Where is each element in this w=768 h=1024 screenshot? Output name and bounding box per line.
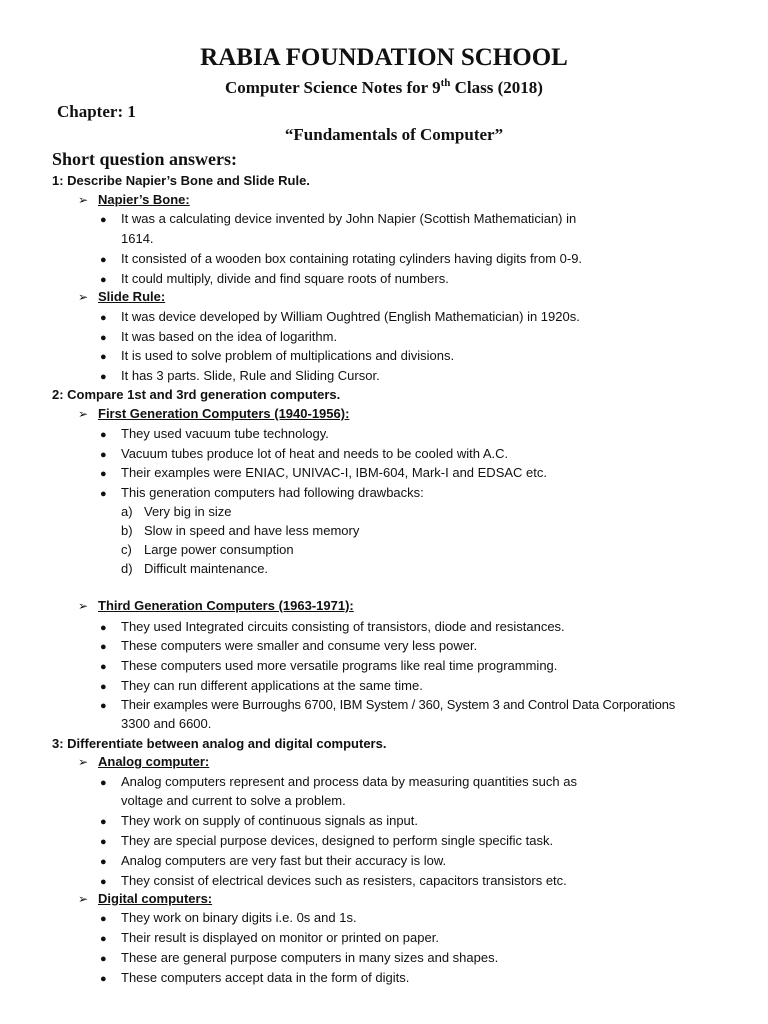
bullet-icon: ● <box>100 856 107 868</box>
bullet-icon: ● <box>100 449 107 461</box>
subheading-third-generation: ➢ Third Generation Computers (1963-1971): <box>78 598 354 613</box>
arrow-icon: ➢ <box>78 290 89 304</box>
subheading-analog: ➢ Analog computer: <box>78 754 210 769</box>
subheading-digital: ➢ Digital computers: <box>78 891 213 906</box>
bullet-icon: ● <box>100 429 107 441</box>
bullet-icon: ● <box>100 641 107 653</box>
bullet-icon: ● <box>100 933 107 945</box>
arrow-icon: ➢ <box>78 599 89 613</box>
bullet-item: ● These computers were smaller and consume very less power. <box>100 638 478 653</box>
bullet-item: ● It has 3 parts. Slide, Rule and Sliding Cursor. <box>100 368 380 383</box>
bullet-item: ● They can run different applications at the same time. <box>100 678 423 693</box>
list-item: a) Very big in size <box>121 504 232 519</box>
bullet-item: ● It is used to solve problem of multiplications and divisions. <box>100 348 455 363</box>
list-item: d) Difficult maintenance. <box>121 561 269 576</box>
bullet-item: ● Analog computers are very fast but their accuracy is low. <box>100 853 447 868</box>
bullet-item: ● They used vacuum tube technology. <box>100 426 329 441</box>
bullet-icon: ● <box>100 836 107 848</box>
bullet-icon: ● <box>100 622 107 634</box>
bullet-icon: ● <box>100 274 107 286</box>
chapter-title: “Fundamentals of Computer” <box>284 125 504 144</box>
bullet-icon: ● <box>100 661 107 673</box>
bullet-continuation: 1614. <box>121 231 154 246</box>
bullet-continuation: 3300 and 6600. <box>121 716 212 731</box>
bullet-item: ● It was device developed by William Oughtred (English Mathematician) in 1920s. <box>100 309 580 324</box>
bullet-icon: ● <box>100 488 107 500</box>
question-2: 2: Compare 1st and 3rd generation computers. <box>52 387 341 402</box>
bullet-item: ● They work on binary digits i.e. 0s and 1s. <box>100 910 357 925</box>
bullet-icon: ● <box>100 351 107 363</box>
school-name: RABIA FOUNDATION SCHOOL <box>200 44 568 71</box>
bullet-item: ● These computers used more versatile programs like real time programming. <box>100 658 558 673</box>
bullet-item: ● These computers accept data in the form of digits. <box>100 970 410 985</box>
bullet-icon: ● <box>100 214 107 226</box>
bullet-item: ● Their examples were Burroughs 6700, IBM System / 360, System 3 and Control Data Corporations <box>100 697 676 712</box>
section-title: Short question answers: <box>52 149 238 169</box>
arrow-icon: ➢ <box>78 193 89 207</box>
bullet-item: ● It consisted of a wooden box containing rotating cylinders having digits from 0-9. <box>100 251 583 266</box>
bullet-icon: ● <box>100 816 107 828</box>
bullet-icon: ● <box>100 468 107 480</box>
bullet-item: ● They consist of electrical devices such as resisters, capacitors transistors etc. <box>100 873 567 888</box>
arrow-icon: ➢ <box>78 755 89 769</box>
bullet-icon: ● <box>100 681 107 693</box>
bullet-icon: ● <box>100 332 107 344</box>
bullet-item: ● Vacuum tubes produce lot of heat and needs to be cooled with A.C. <box>100 446 509 461</box>
bullet-icon: ● <box>100 371 107 383</box>
bullet-item: ● It was based on the idea of logarithm. <box>100 329 338 344</box>
bullet-item: ● This generation computers had following drawbacks: <box>100 485 424 500</box>
subheading-napiers-bone: ➢ Napier’s Bone: <box>78 192 190 207</box>
bullet-item: ● It could multiply, divide and find square roots of numbers. <box>100 271 449 286</box>
bullet-item: ● They are special purpose devices, designed to perform single specific task. <box>100 833 554 848</box>
bullet-icon: ● <box>100 876 107 888</box>
bullet-item: ● Their examples were ENIAC, UNIVAC-I, IBM-604, Mark-I and EDSAC etc. <box>100 465 547 480</box>
bullet-icon: ● <box>100 254 107 266</box>
bullet-item: ● They work on supply of continuous signals as input. <box>100 813 419 828</box>
bullet-icon: ● <box>100 953 107 965</box>
bullet-item: ● It was a calculating device invented by John Napier (Scottish Mathematician) in <box>100 211 577 226</box>
question-1: 1: Describe Napier’s Bone and Slide Rule. <box>52 173 310 188</box>
bullet-icon: ● <box>100 312 107 324</box>
bullet-continuation: voltage and current to solve a problem. <box>121 793 346 808</box>
chapter-label: Chapter: 1 <box>57 102 136 121</box>
arrow-icon: ➢ <box>78 407 89 421</box>
notes-title: Computer Science Notes for 9th Class (2018) <box>225 77 543 97</box>
bullet-icon: ● <box>100 913 107 925</box>
question-3: 3: Differentiate between analog and digital computers. <box>52 736 387 751</box>
bullet-icon: ● <box>100 700 107 712</box>
bullet-icon: ● <box>100 777 107 789</box>
subheading-slide-rule: ➢ Slide Rule: <box>78 289 166 304</box>
arrow-icon: ➢ <box>78 892 89 906</box>
bullet-item: ● They used Integrated circuits consisting of transistors, diode and resistances. <box>100 619 565 634</box>
bullet-item: ● Analog computers represent and process data by measuring quantities such as <box>100 774 577 789</box>
bullet-item: ● These are general purpose computers in many sizes and shapes. <box>100 950 499 965</box>
subheading-first-generation: ➢ First Generation Computers (1940-1956): <box>78 406 350 421</box>
bullet-item: ● Their result is displayed on monitor or printed on paper. <box>100 930 439 945</box>
list-item: b) Slow in speed and have less memory <box>121 523 360 538</box>
bullet-icon: ● <box>100 973 107 985</box>
list-item: c) Large power consumption <box>121 542 294 557</box>
